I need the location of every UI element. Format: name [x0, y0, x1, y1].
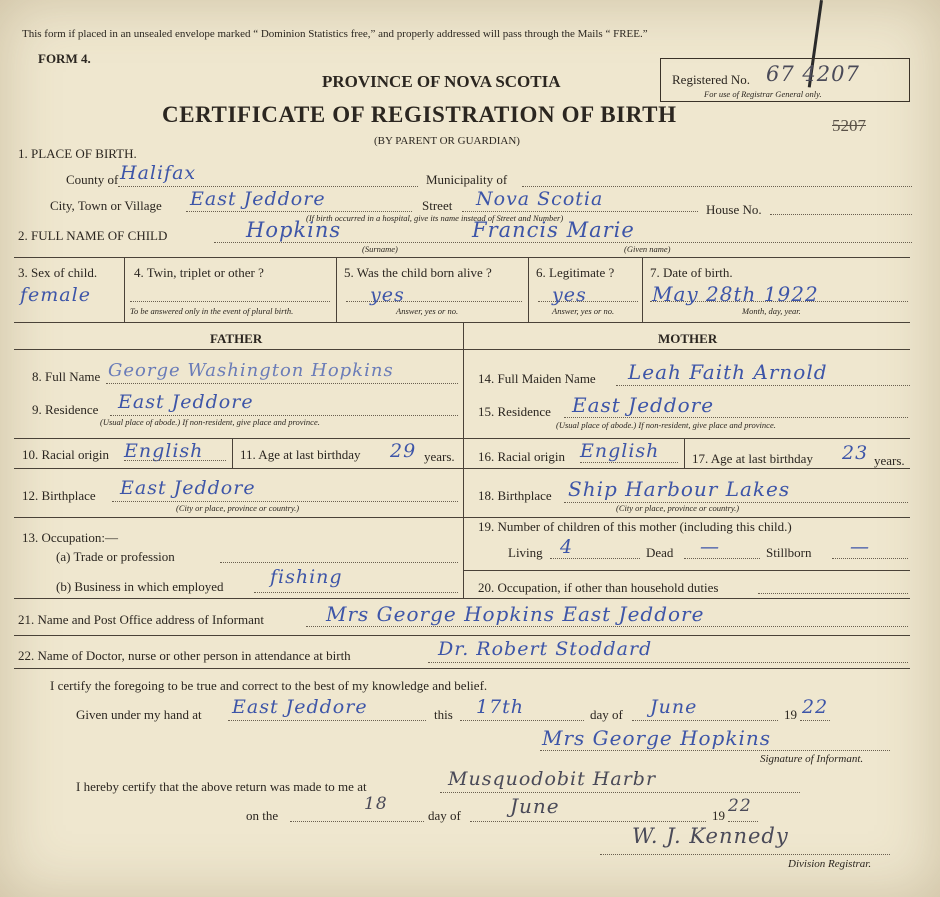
twin-label: 4. Twin, triplet or other ? [134, 265, 264, 280]
father-birthplace: East Jeddore [120, 477, 256, 499]
hospital-note: (If birth occurred in a hospital, give its name instead of Street and Number) [306, 213, 564, 223]
living-label: Living [508, 545, 543, 560]
mother-years: years. [874, 453, 905, 468]
twin-note: To be answered only in the event of plural birth. [130, 306, 294, 316]
street-label: Street [422, 198, 453, 213]
mother-residence-label: 15. Residence [478, 404, 551, 419]
dead-value: — [700, 536, 720, 558]
dob-value: May 28th 1922 [652, 282, 819, 306]
place-of-birth-heading: 1. PLACE OF BIRTH. [18, 146, 137, 161]
father-residence-label: 9. Residence [32, 402, 99, 417]
registered-number: 67 4207 [766, 62, 860, 86]
county-label: County of [66, 172, 119, 187]
envelope-notice: This form if placed in an unsealed envelope marked “ Dominion Statistics free,” and properly addressed will pass through the Mails “ FREE.” [22, 28, 648, 40]
return-month: June [510, 794, 560, 818]
mother-name-label: 14. Full Maiden Name [478, 371, 596, 386]
given-day: 17th [476, 696, 525, 718]
trade-label: (a) Trade or profession [56, 549, 175, 564]
father-residence-note: (Usual place of abode.) If non-resident, give place and province. [100, 417, 320, 427]
given-place: East Jeddore [232, 696, 368, 718]
mother-occupation-label: 20. Occupation, if other than household duties [478, 580, 719, 595]
stillborn-value: — [850, 536, 870, 558]
registrar-note: For use of Registrar General only. [704, 89, 822, 99]
county-value: Halifax [120, 162, 197, 184]
surname-caption: (Surname) [362, 244, 398, 254]
return-year-prefix: 19 [712, 808, 725, 823]
mother-birthplace: Ship Harbour Lakes [568, 477, 791, 501]
alive-value: yes [370, 284, 405, 306]
return-day-of-label: day of [428, 808, 461, 823]
informant-label: 21. Name and Post Office address of Informant [18, 612, 264, 627]
father-business: fishing [270, 566, 343, 588]
given-label: Given under my hand at [76, 707, 202, 722]
legitimate-value: yes [552, 284, 587, 306]
stillborn-label: Stillborn [766, 545, 812, 560]
dob-note: Month, day, year. [742, 306, 801, 316]
father-years: years. [424, 449, 455, 464]
day-of-label: day of [590, 707, 623, 722]
given-year: 22 [802, 696, 829, 718]
hereby-label: I hereby certify that the above return was made to me at [76, 779, 367, 794]
house-label: House No. [706, 202, 762, 217]
form-number: FORM 4. [38, 51, 91, 66]
father-racial-label: 10. Racial origin [22, 447, 110, 462]
informant-signature-caption: Signature of Informant. [760, 753, 864, 765]
father-racial: English [124, 440, 204, 462]
municipality-label: Municipality of [426, 172, 508, 187]
city-value: East Jeddore [190, 188, 326, 210]
mother-heading: MOTHER [658, 331, 718, 346]
child-name-label: 2. FULL NAME OF CHILD [18, 228, 168, 243]
mother-age-label: 17. Age at last birthday [692, 451, 813, 466]
certify-text: I certify the foregoing to be true and correct to the best of my knowledge and belief. [50, 678, 488, 693]
father-occupation-label: 13. Occupation:— [22, 530, 119, 545]
mother-name: Leah Faith Arnold [628, 360, 828, 384]
legitimate-label: 6. Legitimate ? [536, 265, 615, 280]
dob-label: 7. Date of birth. [650, 265, 733, 280]
registrar-caption: Division Registrar. [788, 858, 872, 870]
father-residence: East Jeddore [118, 391, 254, 413]
legitimate-note: Answer, yes or no. [552, 306, 615, 316]
mother-age: 23 [842, 442, 869, 464]
registered-label: Registered No. [672, 72, 750, 87]
alive-label: 5. Was the child born alive ? [344, 265, 492, 280]
children-label: 19. Number of children of this mother (including this child.) [478, 519, 792, 534]
street-value: Nova Scotia [476, 188, 604, 210]
registrar-signature: W. J. Kennedy [632, 824, 789, 848]
on-the-label: on the [246, 808, 279, 823]
dead-label: Dead [646, 545, 674, 560]
father-birthplace-label: 12. Birthplace [22, 488, 96, 503]
informant-value: Mrs George Hopkins East Jeddore [326, 602, 705, 626]
province-heading: PROVINCE OF NOVA SCOTIA [322, 72, 561, 91]
mother-birthplace-note: (City or place, province or country.) [616, 503, 740, 513]
return-year: 22 [728, 796, 752, 816]
return-place: Musquodobit Harbr [448, 768, 657, 790]
mother-residence: East Jeddore [572, 393, 715, 417]
certificate-subtitle: (BY PARENT OR GUARDIAN) [374, 135, 520, 147]
mother-racial-label: 16. Racial origin [478, 449, 566, 464]
city-label: City, Town or Village [50, 198, 162, 213]
father-birthplace-note: (City or place, province or country.) [176, 503, 300, 513]
business-label: (b) Business in which employed [56, 579, 224, 594]
given-month: June [650, 696, 698, 718]
year-prefix: 19 [784, 707, 797, 722]
living-value: 4 [560, 536, 574, 558]
father-age: 29 [390, 440, 417, 462]
this-label: this [434, 707, 453, 722]
doctor-label: 22. Name of Doctor, nurse or other person in attendance at birth [18, 648, 351, 663]
informant-signature: Mrs George Hopkins [542, 726, 772, 750]
doctor-value: Dr. Robert Stoddard [438, 638, 653, 660]
father-name-label: 8. Full Name [32, 369, 101, 384]
father-age-label: 11. Age at last birthday [240, 447, 361, 462]
stamped-number: 5207 [832, 116, 866, 135]
mother-racial: English [580, 440, 660, 462]
certificate-title: CERTIFICATE OF REGISTRATION OF BIRTH [162, 102, 677, 127]
mother-birthplace-label: 18. Birthplace [478, 488, 552, 503]
father-name: George Washington Hopkins [108, 360, 394, 381]
child-given-name: Francis Marie [472, 218, 635, 242]
mother-residence-note: (Usual place of abode.) If non-resident, give place and province. [556, 420, 776, 430]
sex-value: female [20, 284, 91, 306]
return-day: 18 [364, 794, 388, 814]
sex-label: 3. Sex of child. [18, 265, 98, 280]
alive-note: Answer, yes or no. [396, 306, 459, 316]
father-heading: FATHER [210, 331, 263, 346]
given-caption: (Given name) [624, 244, 671, 254]
child-surname: Hopkins [246, 218, 342, 242]
